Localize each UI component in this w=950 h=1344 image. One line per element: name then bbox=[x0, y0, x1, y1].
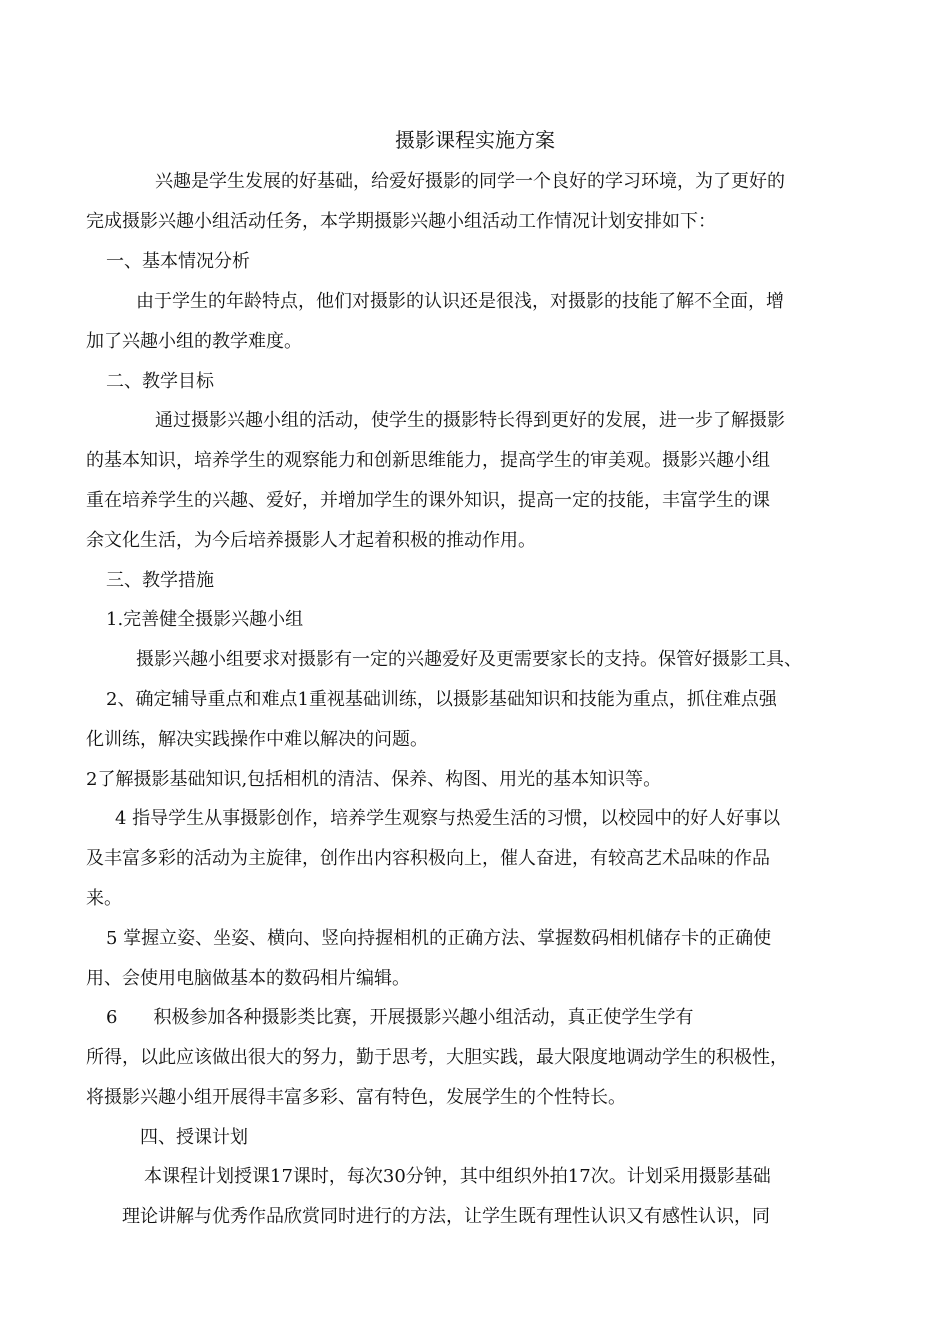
paragraph-line: 加了兴趣小组的教学难度。 bbox=[86, 331, 302, 352]
paragraph-line: 6 积极参加各种摄影类比赛，开展摄影兴趣小组活动，真正使学生学有 bbox=[106, 1007, 694, 1028]
section-heading-2: 二、教学目标 bbox=[106, 371, 214, 392]
paragraph-line: 的基本知识，培养学生的观察能力和创新思维能力，提高学生的审美观。摄影兴趣小组 bbox=[86, 450, 770, 471]
section-heading-4: 四、授课计划 bbox=[140, 1127, 248, 1148]
list-item-heading: 1.完善健全摄影兴趣小组 bbox=[106, 609, 304, 630]
paragraph-line: 余文化生活，为今后培养摄影人才起着积极的推动作用。 bbox=[86, 530, 536, 551]
paragraph-line: 通过摄影兴趣小组的活动，使学生的摄影特长得到更好的发展，进一步了解摄影 bbox=[155, 410, 785, 431]
paragraph-line: 所得，以此应该做出很大的努力，勤于思考，大胆实践，最大限度地调动学生的积极性， bbox=[86, 1047, 788, 1068]
paragraph-line: 2了解摄影基础知识,包括相机的清洁、保养、构图、用光的基本知识等。 bbox=[86, 769, 662, 790]
paragraph-line: 来。 bbox=[86, 888, 122, 909]
paragraph-line: 兴趣是学生发展的好基础，给爱好摄影的同学一个良好的学习环境，为了更好的 bbox=[155, 171, 785, 192]
paragraph-line: 及丰富多彩的活动为主旋律，创作出内容积极向上，催人奋进，有较高艺术品味的作品 bbox=[86, 848, 770, 869]
section-heading-3: 三、教学措施 bbox=[106, 570, 214, 591]
paragraph-line: 2、确定辅导重点和难点1重视基础训练，以摄影基础知识和技能为重点，抓住难点强 bbox=[106, 689, 777, 710]
paragraph-line: 摄影兴趣小组要求对摄影有一定的兴趣爱好及更需要家长的支持。保管好摄影工具、 bbox=[136, 649, 802, 670]
paragraph-line: 完成摄影兴趣小组活动任务，本学期摄影兴趣小组活动工作情况计划安排如下： bbox=[86, 211, 716, 232]
paragraph-line: 本课程计划授课17课时，每次30分钟，其中组织外拍17次。计划采用摄影基础 bbox=[144, 1166, 771, 1187]
paragraph-line: 理论讲解与优秀作品欣赏同时进行的方法，让学生既有理性认识又有感性认识，同 bbox=[122, 1206, 770, 1227]
paragraph-line: 用、会使用电脑做基本的数码相片编辑。 bbox=[86, 968, 410, 989]
paragraph-line: 由于学生的年龄特点，他们对摄影的认识还是很浅，对摄影的技能了解不全面，增 bbox=[136, 291, 784, 312]
paragraph-line: 重在培养学生的兴趣、爱好，并增加学生的课外知识，提高一定的技能，丰富学生的课 bbox=[86, 490, 770, 511]
paragraph-line: 化训练，解决实践操作中难以解决的问题。 bbox=[86, 729, 428, 750]
section-heading-1: 一、基本情况分析 bbox=[106, 251, 250, 272]
document-title: 摄影课程实施方案 bbox=[395, 128, 555, 152]
paragraph-line: 5 掌握立姿、坐姿、横向、竖向持握相机的正确方法、掌握数码相机储存卡的正确使 bbox=[106, 928, 772, 949]
paragraph-line: 4 指导学生从事摄影创作，培养学生观察与热爱生活的习惯，以校园中的好人好事以 bbox=[115, 808, 781, 829]
paragraph-line: 将摄影兴趣小组开展得丰富多彩、富有特色，发展学生的个性特长。 bbox=[86, 1087, 626, 1108]
